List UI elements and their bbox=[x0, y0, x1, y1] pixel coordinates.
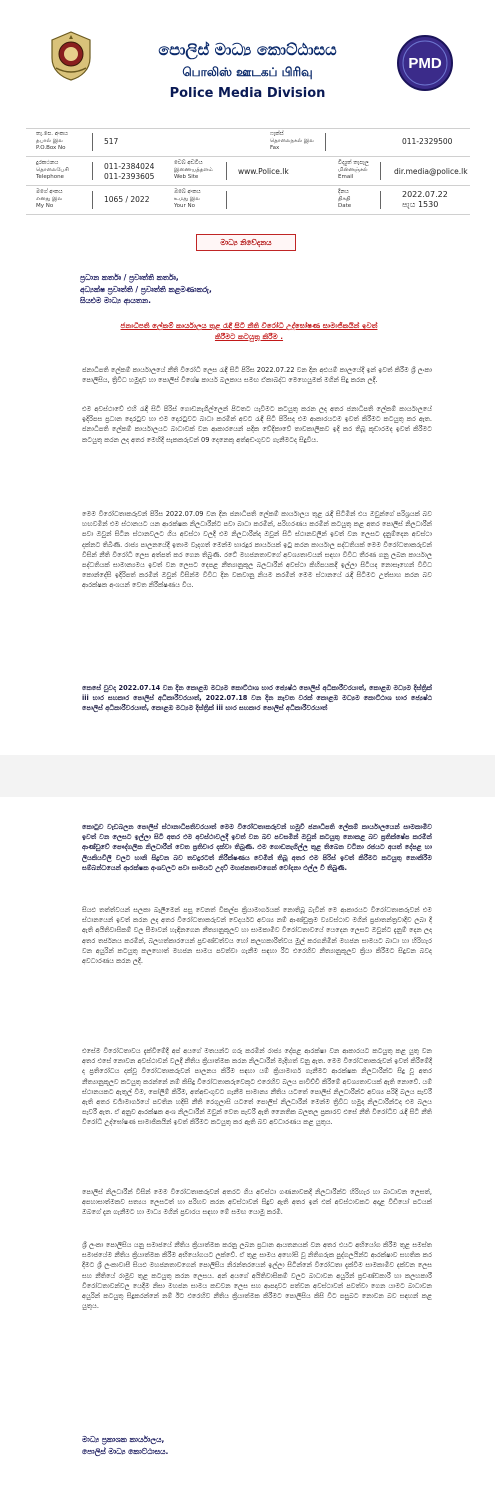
pmd-logo-text: PMD bbox=[408, 55, 442, 72]
row-divider bbox=[26, 185, 470, 186]
body-paragraph-2: එම අවස්ථාවේ එහි රැඳී සිටි පිරිස් ගොඩනැගිල්ලෙන් පිටතට යැවීමට කටයුතු කරන ලද අතර ජනාධිපති ලේකම් කාර්යාලයේ ඉදිරිපස ප්‍රධාන දොරටුව හා එම දොරටුවට බාධා කරමින් අවට රැඳී සිටි පිරිසද එම ආකාරයටම ඉවත් කිරීමට කටයුතු කර ඇත. ජනාධිපති ලේකම් කාර්යාලයට බාධාවක් වන ආකාරයෙන් පදික වේදිකාවේ තාවකාලිකව ඉදි කර තිබූ කූඩාරමද ඉවත් කිරීමට කටයුතු කරන ලද අතර මෙහිදී සැකකරුවන් 09 දෙනෙකු අත්අඩංගුවට ගැනීමටද සිදුවිය. bbox=[82, 405, 432, 444]
signature-line: මාධ්‍ය ප්‍රකාශක කාර්යාලය, bbox=[82, 1435, 165, 1444]
row-separator bbox=[380, 162, 381, 180]
body-paragraph-3: මෙම විරෝධතාකරුවන් පිරිස 2022.07.09 වන දින ජනාධිපති ලේකම් කාර්යාලය තුළ රැඳී සිටිමින් එය ඔවුන්ගේ පරිශ්‍රයක් බව හඟවමින් එම ස්ථානයට යන ආරක්ෂක නිලධාරීන්ට පවා බාධා කරමින්, පරිහරණය කරමින් කටයුතු කළ අතර පොලිස් නිලධාරීන් පවා ඔවුන් සිටින ස්ථානවලට ගිය අවස්ථා වලදී එම නිලධාරීන්ද ඔවුන් සිටි ස්ථානවලින් ඉවත් වන ලෙසට දැනුම්දෙන අවස්ථා දක්නට තිබිණි. රාජ්‍ය පාලනයේදී ඉතාම වැදගත් මෙන්ම භාරදූර කාර්යයක් ඉටු කරන කාර්යාල පද්ධතියක් මෙම විරෝධතාකරුවන් විසින් නීති විරෝධී ලෙස අත්පත් කර ගෙන තිබුණි. රටේ මහජනතාවගේ අවශ්‍යතාවයන් සඳහා විවිධ තීරණ ගනු ලබන කාර්යාල පද්ධතියක් සාමාන්‍යමය ඉවත් වන ලෙසට දෙපළ නීත්‍යානුකූල බලධාරීන් අවස්ථා කිහිපයකදී ඉල්ලා සිටියද නොසෑහෙන් විවිධ කොන්දේසි ඉදිරිපත් කරමින් ඔවුන් විසින්ම විවිධ දින වකවානු නියම කරමින් මෙම ස්ථානයේ රැඳී සිටීමට උත්සාහ කරන බව ආරක්ෂක අංශයන් වෙත නිරීක්ෂණය විය. bbox=[82, 510, 432, 590]
page-two bbox=[0, 797, 495, 1500]
date-value: 2022.07.22 පැය 1530 bbox=[402, 190, 448, 209]
body-paragraph-9: ශ්‍රී ලංකා පොලිසිය යනු සමාජයේ නීතිය ක්‍රියාත්මක කරනු ලබන ප්‍රධාන ආයතනයක් වන අතර එයට අභියෝග කිරීම තුළ සමස්ත සමාජයේම නීතිය ක්‍රියාත්මක කිරීම අභියෝගයට ලක්වේ. ඒ තුළ සාමය අහෝසි වූ නිතිගරුක පුද්ගලයින්ට ආරක්ෂාව සහතික කර දීමට ශ්‍රී ලංකාවාසී සියළු මහජනතාවගෙන් පොලිසිය නිරන්තරයෙන් ඉල්ලා සිටින්නේ විරෝධතා දැක්වීම සාමකාමීව දක්වන ලෙස සහ නීතියේ රාමුව තුළ කටයුතු කරන ලෙසය. අන් අයගේ අයිතිවාසිකම් වලට බාධාවන අයුරින් ප්‍රචණ්ඩකාරී හා කලහකාරී විරෝධතාවන්වල යෙදීම නිසා මහජන සාමය කඩවන ලෙස සහ ආපදාවට පත්වන අවස්ථාවන් පවත්වා ගෙන යාමට බාධාවන අයුරින් කටයුතු සිදුකරන්නේ නම් ඊට එරෙහිව නීතිය ක්‍රියාත්මක කිරීමට පොලිසිය කිසි විට පසුබට නොවන බව සඳහන් කළ යුතුය. bbox=[82, 1241, 432, 1311]
signature-line: පොලිස් මාධ්‍ය කොට්ඨාසය. bbox=[82, 1447, 169, 1456]
row-divider bbox=[26, 156, 470, 157]
row-separator bbox=[380, 191, 381, 209]
body-paragraph-8: පොලිස් නිලධාරීන් විසින් මෙම විරෝධතාකරුවන් අතරට ගිය අවස්ථා ගණනාවකදී නිලධාරීන්ට හිරිහැර හා බාධාවන ලෙසත්, අපහාසාත්මකව සත්‍යය ලෙසටත් හා පරිහව කරන අවස්ථාවන් සිදුව ඇති අතර ඉන් එක් අවස්ථාවකට අදාළ වීඩියෝ පටයක් ඔබගේ දැන ගැනීමට හා මාධ්‍ය මගින් ප්‍රචාරය සඳහා මේ සමඟ යොමු කරමි. bbox=[82, 1188, 432, 1217]
addressee-block bbox=[80, 272, 212, 307]
fax-value: 011-2329500 bbox=[402, 137, 453, 146]
fax-label: ෆැක්ස් தொலைநகல் இல Fax bbox=[270, 131, 314, 151]
body-paragraph-5: කොටුව වැඩබලන පොලිස් ස්ථානාධිපතිවරයාත් මෙම විරෝධතාකරුවන් හමුවී ජනාධිපති ලේකම් කාර්යාලයෙන් සාමකාමීව ඉවත් වන ලෙසට ඉල්ලා සිටි අතර එම අවස්ථාවලදී ඉවත් වන බව පවසමින් ඔවුන් කටයුතු නොකළ බව ප්‍රතික්ෂේප කරමින් ආණ්ඩුවේ පෞද්ගලික නිලධාරීන් වෙත ප්‍රතිචාර දක්වා තිබුණි. එම ගොඩනැගිල්ල තුළ තිබෙන වටිනා රජයට අයත් දේපළ හා ලියකියවිලි වලට හානි සිදුවන බව තවදුරටත් නිරීක්ෂණය වෙමින් තිබූ අතර එම පිරිස් ඉවත් කිරීමට කටයුතු නොකිරීම සම්බන්ධයෙන් ආරක්ෂක අංශවලට පවා සාමයට උදව් මහජනතාවගෙන් චෝදනා එල්ල වී තිබුණි. bbox=[82, 823, 432, 872]
body-paragraph-1: ජනාධිපති ලේකම් කාර්යාලයේ නීති විරෝධී ලෙස රැඳී සිටි පිරිස 2022.07.22 වන දින අළුයම් කාලයේදී ඉන් ඉවත් කිරීම ශ්‍රී ලංකා පොලිසිය, ත්‍රිවිධ හමුදාව හා පොලිස් විශේෂ කාර්ය බලකාය සමඟ ඒකාබද්ධ මෙහෙයුමක් මගින් සිදු කරන ලදී. bbox=[82, 366, 432, 385]
email-value[interactable]: dir.media@police.lk bbox=[394, 167, 468, 176]
website-value[interactable]: www.Police.lk bbox=[238, 167, 289, 176]
telephone-label: දුරකථනය தொலைபேசி Telephone bbox=[36, 160, 69, 180]
signature-block bbox=[82, 1434, 168, 1458]
row-separator bbox=[92, 162, 93, 180]
po-box-value: 517 bbox=[104, 137, 119, 146]
email-label: විද්‍යුත් තැපෑල மின்னஞ்சல் Email bbox=[338, 160, 369, 180]
telephone-values: 011-2384024 011-2393605 bbox=[104, 162, 155, 181]
website-label: වෙබ් අඩවිය இணையத்தளம் Web Site bbox=[174, 160, 213, 180]
subject-heading: ජනාධිපති ලේකම් කාර්යාලය තුළ රැඳී සිටි නීති විරෝධී උද්ඝෝෂණ සාමාජිකයින් ඉවත් කිරීමට කටයුතු කිරීම . bbox=[120, 321, 378, 341]
notice-title-box: මාධ්‍ය නිවේදනය bbox=[196, 234, 296, 251]
your-no-label: ඔබේ අංකය உமது இல Your No bbox=[174, 189, 201, 209]
row-separator bbox=[325, 133, 326, 151]
my-no-label: මගේ අංකය எனது இல My No bbox=[36, 189, 63, 209]
pmd-logo bbox=[396, 34, 454, 92]
header-title-sinhala: පොලිස් මාධ්‍ය කොට්ඨාසය bbox=[158, 40, 337, 59]
po-box-label: තැ.පෙ. අංකය தபால் இல P.O.Box No bbox=[36, 131, 68, 151]
page-gap bbox=[0, 755, 495, 797]
row-separator bbox=[226, 162, 227, 180]
row-separator bbox=[92, 133, 93, 151]
body-paragraph-4: කෙසේ වුවද 2022.07.14 වන දින කොළඹ මධ්‍යම කොට්ඨාශ භාර ජ්‍යෙෂ්ඨ පොලිස් අධිකාරීවරයාත්, කොළඹ මධ්‍යම දිස්ත්‍රික් iii භාර සහකාර පොලිස් අධිකාරීවරයාත්, 2022.07.18 වන දින නැවත වරක් කොළඹ මධ්‍යම කොට්ඨාශ භාර ජ්‍යෙෂ්ඨ පොලිස් අධිකාරීවරයාත්, කොළඹ මධ්‍යම දිස්ත්‍රික් iii භාර සහකාර පොලිස් අධිකාරීවරයාත් bbox=[82, 684, 432, 713]
header-divider bbox=[26, 128, 470, 129]
addressee-line: අධ්‍යක්ෂ ප්‍රවෘත්ති / ප්‍රවෘත්ති කළමණාකරු, bbox=[80, 284, 212, 294]
body-paragraph-7: එසේම විරෝධතාවය දැක්වීමේදී අප් අයගේ මතයන්ට ගරු කරමින් රාජ්‍ය දේපළ ආරක්ෂා වන ආකාරයට කටයුතු කළ යුතු වන අතර එසේ නොවන අවස්ථාවන් වලදී නීතිය ක්‍රියාත්මක කරන නිලධාරීන් මැදිහත් වනු ඇත. මෙම විරෝධතාකරුවන් ඉවත් කිරීමේදී ද ප්‍රතිරෝධය දක්වූ විරෝධතාකරුවන් පාලනය කිරීම සඳහා යම් ක්‍රියාමාර්ග ගැනීමට ආරක්ෂක නිලධාරීන්ට සිදු වූ අතර නීත්‍යානුකූලව කටයුතු කරන්නේ නම් කිසිදු විරෝධතාකරුවෙකුට එරෙහිව බලය පාවිච්චි කිරීමේ අවශ්‍යතාවයක් ඇති නොවේ. යම් ස්ථානයකට ඇතුල් වීම, පෝලිම් කිරීම, අත්අඩංගුවට ගැනීම සාමාන්‍ය නීතිය යටතේ පොලිස් නිලධාරීන්ට අවශ්‍ය පරිදි බලය පැවරී ඇති අතර චර්‍යාමාර්ගයේ පවතින හදිසි නීති රෙගුලාසි යටතේ පොලිස් නිලධාරීන් මෙන්ම ත්‍රිවිධ හමුදා නිලධාරීන්ටද එම බලය පැවරී ඇත. ඒ අනුව ආරක්ෂක අංශ නිලධාරීන් ඔවුන් වෙත පැවරී ඇති නෛතික බලතල ප්‍රකාරව එසේ නීති විරෝධීව රැඳී සිටි නීති විරෝධී උද්ඝෝෂණ සාමාජිකයින් ඉවත් කිරීමට කටයුතු කර ඇති බව අවධාරණය කළ යුතුය. bbox=[82, 1047, 433, 1127]
row-separator bbox=[92, 191, 93, 209]
row-divider bbox=[26, 214, 470, 215]
header-title-tamil: பொலிஸ் ஊடகப் பிரிவு bbox=[182, 65, 313, 79]
addressee-line: සියළුම මාධ්‍ය ආයතන. bbox=[80, 296, 151, 305]
row-separator bbox=[226, 191, 227, 209]
addressee-line: ප්‍රධාන කර්තෘ / ප්‍රවෘත්ති කර්තෘ, bbox=[80, 273, 179, 282]
header-title-english: Police Media Division bbox=[169, 86, 326, 101]
date-label: දිනය திகதி Date bbox=[338, 189, 352, 209]
my-no-value: 1065 / 2022 bbox=[104, 195, 150, 204]
body-paragraph-6: සියළු තත්ත්වයන් සලකා බැලීමෙන් පසු වෙනත් විකල්ප ක්‍රියාමාර්ගයක් නොතිබූ බැවින් මෙ ආකාරයට විරෝධතාකරුවන් එම ස්ථානයෙන් ඉවත් කරන ලද අතර විරෝධතාකරුවන් වෙදර්යට අවශ්‍ය නම් ආණ්ඩුක්‍රම ව්‍යවස්ථාව මගින් ප්‍රජාතන්ත්‍රවාදීව ලබා දී ඇති අයිතිවාසිකම් වල සීමාවන් හැඳිනගෙන නීත්‍යානුකූලව හා සාමකාමීව විරෝධතාවයේ යෙදෙන ලෙසට ඔවුන්ට දැනුම් දෙන ලද අතර තර්ජනය කරමින්, බලහත්කාරයෙන් ප්‍රචණ්ඩත්වය හෝ කලහකාරීත්වය මුල් කරගනිමින් මහජන සාමයට බාධා හා හිරිහැර වන අයුරින් කටයුතු කලහොත් මහජන සාමය පවත්වා ගැනීම සඳහා රීට එරෙහිව නීත්‍යානුකූලව ක්‍රියා කිරීමට සිදුවන බවද අවධාරණය කරන ලදී. bbox=[82, 906, 432, 966]
